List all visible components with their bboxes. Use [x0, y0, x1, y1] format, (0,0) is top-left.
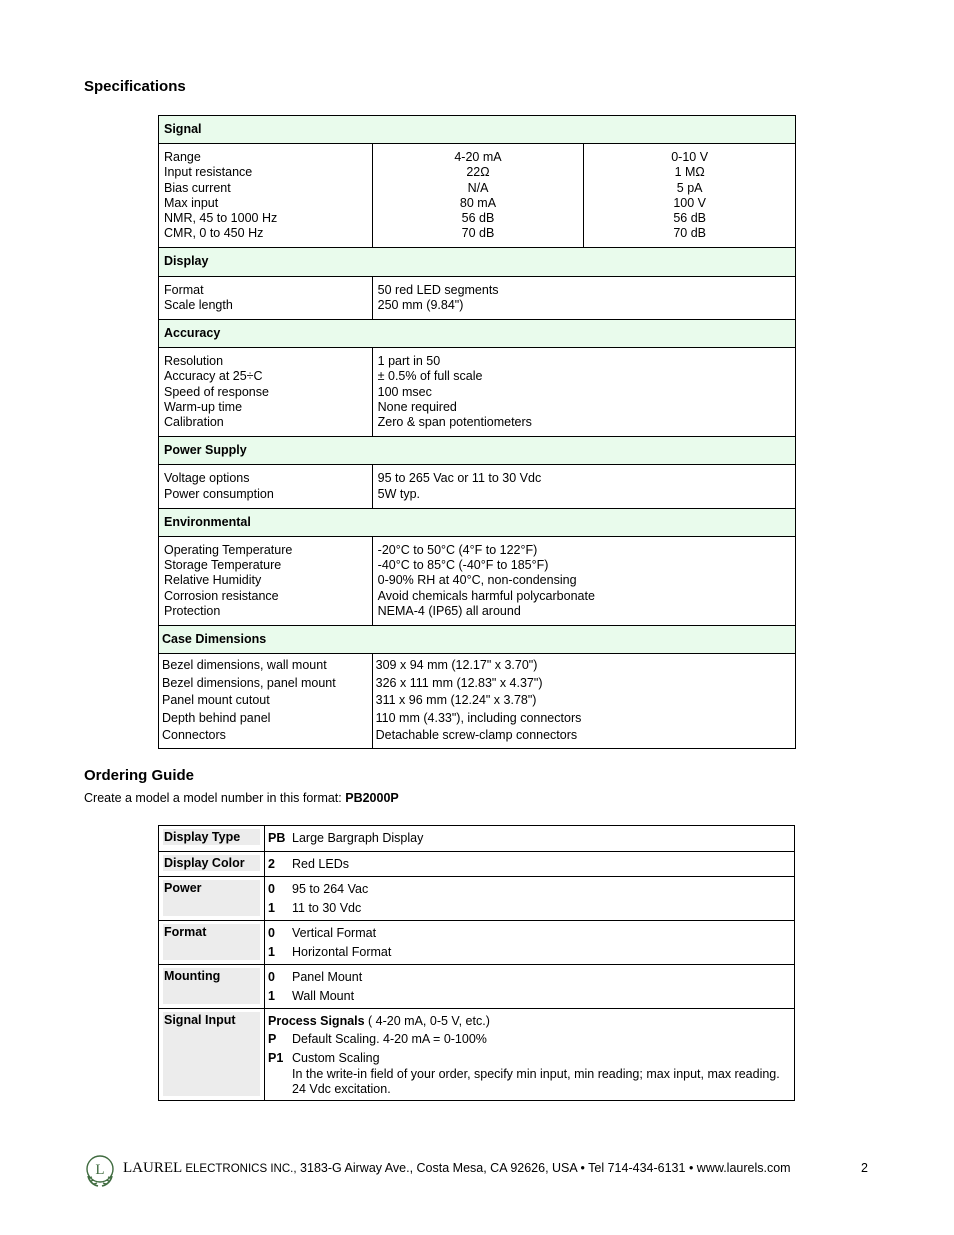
option-desc: 11 to 30 Vdc: [292, 900, 362, 915]
section-header-case-dimensions: Case Dimensions: [159, 626, 796, 654]
display-labels: [159, 276, 373, 319]
order-options: [265, 851, 795, 877]
signal-group-title: Process Signals: [268, 1014, 365, 1028]
ordering-intro: [84, 791, 399, 805]
order-row-display-color: [159, 851, 795, 877]
spec-label: Speed of response: [164, 384, 269, 399]
spec-value: 1 MΩ: [674, 165, 705, 180]
spec-value: Avoid chemicals harmful polycarbonate: [377, 588, 595, 603]
order-key: Mounting: [163, 968, 260, 1004]
spec-value: 70 dB: [673, 226, 706, 241]
spec-label: Voltage options: [164, 471, 250, 486]
spec-value: Zero & span potentiometers: [377, 415, 532, 430]
order-option: [268, 987, 790, 1006]
option-desc: Red LEDs: [292, 856, 349, 871]
option-code: 0: [268, 926, 275, 940]
page-footer: [84, 1154, 874, 1190]
order-row-signal-input: [159, 1009, 795, 1101]
option-code: 2: [268, 856, 275, 871]
ordering-intro-text: Create a model a model number in this format:: [84, 791, 346, 805]
order-key-cell: [159, 826, 265, 852]
spec-label: CMR, 0 to 450 Hz: [164, 226, 264, 241]
spec-label: Power consumption: [164, 486, 274, 501]
company-website: www.laurels.com: [693, 1161, 791, 1175]
option-desc: Custom Scaling: [292, 1050, 380, 1065]
order-option: [268, 829, 790, 848]
spec-value: 5 pA: [676, 180, 703, 195]
signal-voltage-values: [584, 144, 796, 248]
spec-value: 95 to 265 Vac or 11 to 30 Vdc: [377, 471, 542, 486]
spec-value: 326 x 111 mm (12.83" x 4.37"): [375, 675, 543, 690]
model-number: PB2000P: [345, 791, 399, 805]
order-option: [268, 968, 790, 987]
page-number: 2: [861, 1161, 868, 1175]
spec-label: Format: [164, 282, 204, 297]
spec-value: -40°C to 85°C (-40°F to 185°F): [377, 558, 549, 573]
spec-value: -20°C to 50°C (4°F to 122°F): [377, 543, 538, 558]
order-key: Display Type: [163, 829, 260, 845]
option-desc-block: [292, 1049, 790, 1098]
bullet: •: [688, 1161, 694, 1175]
order-option: [268, 880, 790, 899]
spec-label: Bezel dimensions, panel mount: [162, 675, 336, 690]
option-desc: 95 to 264 Vac: [292, 882, 369, 896]
order-key-cell: [159, 1009, 265, 1101]
spec-value: 1 part in 50: [377, 354, 441, 369]
spec-value: 22Ω: [466, 165, 490, 180]
spec-label: Connectors: [162, 728, 226, 743]
order-row-power: [159, 877, 795, 921]
order-options: [265, 965, 795, 1009]
order-option: [268, 899, 790, 918]
order-options: [265, 826, 795, 852]
spec-value: 311 x 96 mm (12.24" x 3.78"): [375, 693, 537, 708]
signal-current-values: [372, 144, 584, 248]
spec-value: 0-10 V: [671, 150, 709, 165]
case-dimensions-values: [372, 654, 795, 749]
spec-label: Panel mount cutout: [162, 693, 270, 708]
order-option: [268, 855, 790, 874]
spec-label: Storage Temperature: [164, 558, 282, 573]
power-supply-values: [372, 465, 795, 508]
option-code: 0: [268, 970, 275, 984]
order-key-cell: [159, 921, 265, 965]
spec-label: Warm-up time: [164, 399, 243, 414]
spec-label: Relative Humidity: [164, 573, 262, 588]
section-header-power-supply: Power Supply: [159, 437, 796, 465]
spec-value: 250 mm (9.84"): [377, 297, 464, 312]
spec-value: 70 dB: [461, 226, 495, 241]
environmental-values: [372, 537, 795, 626]
signal-labels: [159, 144, 373, 248]
spec-value: 56 dB: [461, 211, 495, 226]
company-address: 3183-G Airway Ave., Costa Mesa, CA 92626, USA: [296, 1161, 581, 1175]
option-desc: Large Bargraph Display: [292, 831, 424, 845]
order-key-cell: [159, 877, 265, 921]
accuracy-values: [372, 348, 795, 437]
option-desc: Panel Mount: [292, 970, 363, 984]
environmental-labels: [159, 537, 373, 626]
order-option: [268, 924, 790, 943]
spec-label: Accuracy at 25÷C: [164, 369, 263, 384]
option-code: 0: [268, 882, 275, 896]
spec-value: 100 msec: [377, 384, 432, 399]
spec-label: NMR, 45 to 1000 Hz: [164, 211, 278, 226]
logo-letter: L: [95, 1162, 105, 1178]
section-header-signal: Signal: [159, 116, 796, 144]
spec-value: 56 dB: [673, 211, 706, 226]
spec-value: 50 red LED segments: [377, 282, 499, 297]
footer-text: [123, 1160, 791, 1177]
spec-label: Bezel dimensions, wall mount: [162, 658, 327, 673]
order-option: [268, 1049, 790, 1098]
laurel-logo-icon: [84, 1154, 116, 1188]
spec-value: N/A: [467, 180, 489, 195]
option-code: 1: [268, 988, 275, 1003]
order-option: [268, 943, 790, 962]
section-header-accuracy: Accuracy: [159, 320, 796, 348]
order-key-cell: [159, 851, 265, 877]
order-options: [265, 1009, 795, 1101]
ordering-guide-table: [158, 825, 795, 1101]
order-key-cell: [159, 965, 265, 1009]
company-phone: Tel 714-434-6131: [584, 1161, 689, 1175]
spec-value: ± 0.5% of full scale: [377, 369, 483, 384]
signal-group-header: [268, 1012, 790, 1030]
brand-name: LAUREL: [123, 1160, 183, 1176]
order-row-mounting: [159, 965, 795, 1009]
spec-value: 0-90% RH at 40°C, non-condensing: [377, 573, 577, 588]
spec-label: Bias current: [164, 180, 231, 195]
order-key: Signal Input: [163, 1012, 260, 1096]
spec-label: Resolution: [164, 354, 224, 369]
page-title-specifications: Specifications: [84, 78, 186, 95]
case-dimensions-labels: [159, 654, 373, 749]
order-options: [265, 877, 795, 921]
spec-label: Max input: [164, 195, 219, 210]
display-values: [372, 276, 795, 319]
option-desc: Vertical Format: [292, 926, 377, 940]
spec-value: 110 mm (4.33"), including connectors: [375, 710, 582, 725]
company-suffix: ELECTRONICS INC.,: [182, 1163, 297, 1175]
option-desc: Default Scaling. 4-20 mA = 0-100%: [292, 1032, 487, 1046]
spec-label: Operating Temperature: [164, 543, 293, 558]
power-supply-labels: [159, 465, 373, 508]
spec-value: 5W typ.: [377, 486, 421, 501]
spec-value: NEMA-4 (IP65) all around: [377, 603, 521, 618]
option-code: P: [268, 1032, 277, 1046]
order-key: Display Color: [163, 855, 260, 871]
option-code: PB: [268, 831, 286, 845]
order-key: Power: [163, 880, 260, 916]
order-options: [265, 921, 795, 965]
spec-label: Calibration: [164, 415, 224, 430]
specifications-table: [158, 115, 796, 749]
option-code: 1: [268, 900, 275, 915]
section-title-ordering-guide: Ordering Guide: [84, 767, 195, 784]
spec-value: 309 x 94 mm (12.17" x 3.70"): [375, 658, 538, 673]
option-desc: Horizontal Format: [292, 944, 392, 959]
order-row-display-type: [159, 826, 795, 852]
spec-value: Detachable screw-clamp connectors: [375, 728, 578, 743]
option-code: P1: [268, 1050, 284, 1065]
option-desc: Wall Mount: [292, 988, 355, 1003]
spec-label: Corrosion resistance: [164, 588, 279, 603]
spec-label: Protection: [164, 603, 221, 618]
signal-group-note: ( 4-20 mA, 0-5 V, etc.): [364, 1014, 490, 1028]
spec-value: 100 V: [673, 195, 706, 210]
order-row-format: [159, 921, 795, 965]
option-code: 1: [268, 944, 275, 959]
spec-label: Range: [164, 150, 201, 165]
spec-label: Input resistance: [164, 165, 253, 180]
spec-value: None required: [377, 399, 457, 414]
accuracy-labels: [159, 348, 373, 437]
bullet: •: [580, 1161, 585, 1175]
order-option: [268, 1030, 790, 1049]
option-note: In the write-in field of your order, specify min input, min reading; max input, max reading. 24 Vdc excitation.: [292, 1067, 780, 1096]
spec-value: 4-20 mA: [454, 150, 502, 165]
section-header-environmental: Environmental: [159, 508, 796, 536]
spec-label: Scale length: [164, 297, 233, 312]
spec-label: Depth behind panel: [162, 710, 271, 725]
order-key: Format: [163, 924, 260, 960]
section-header-display: Display: [159, 248, 796, 276]
spec-value: 80 mA: [459, 195, 497, 210]
